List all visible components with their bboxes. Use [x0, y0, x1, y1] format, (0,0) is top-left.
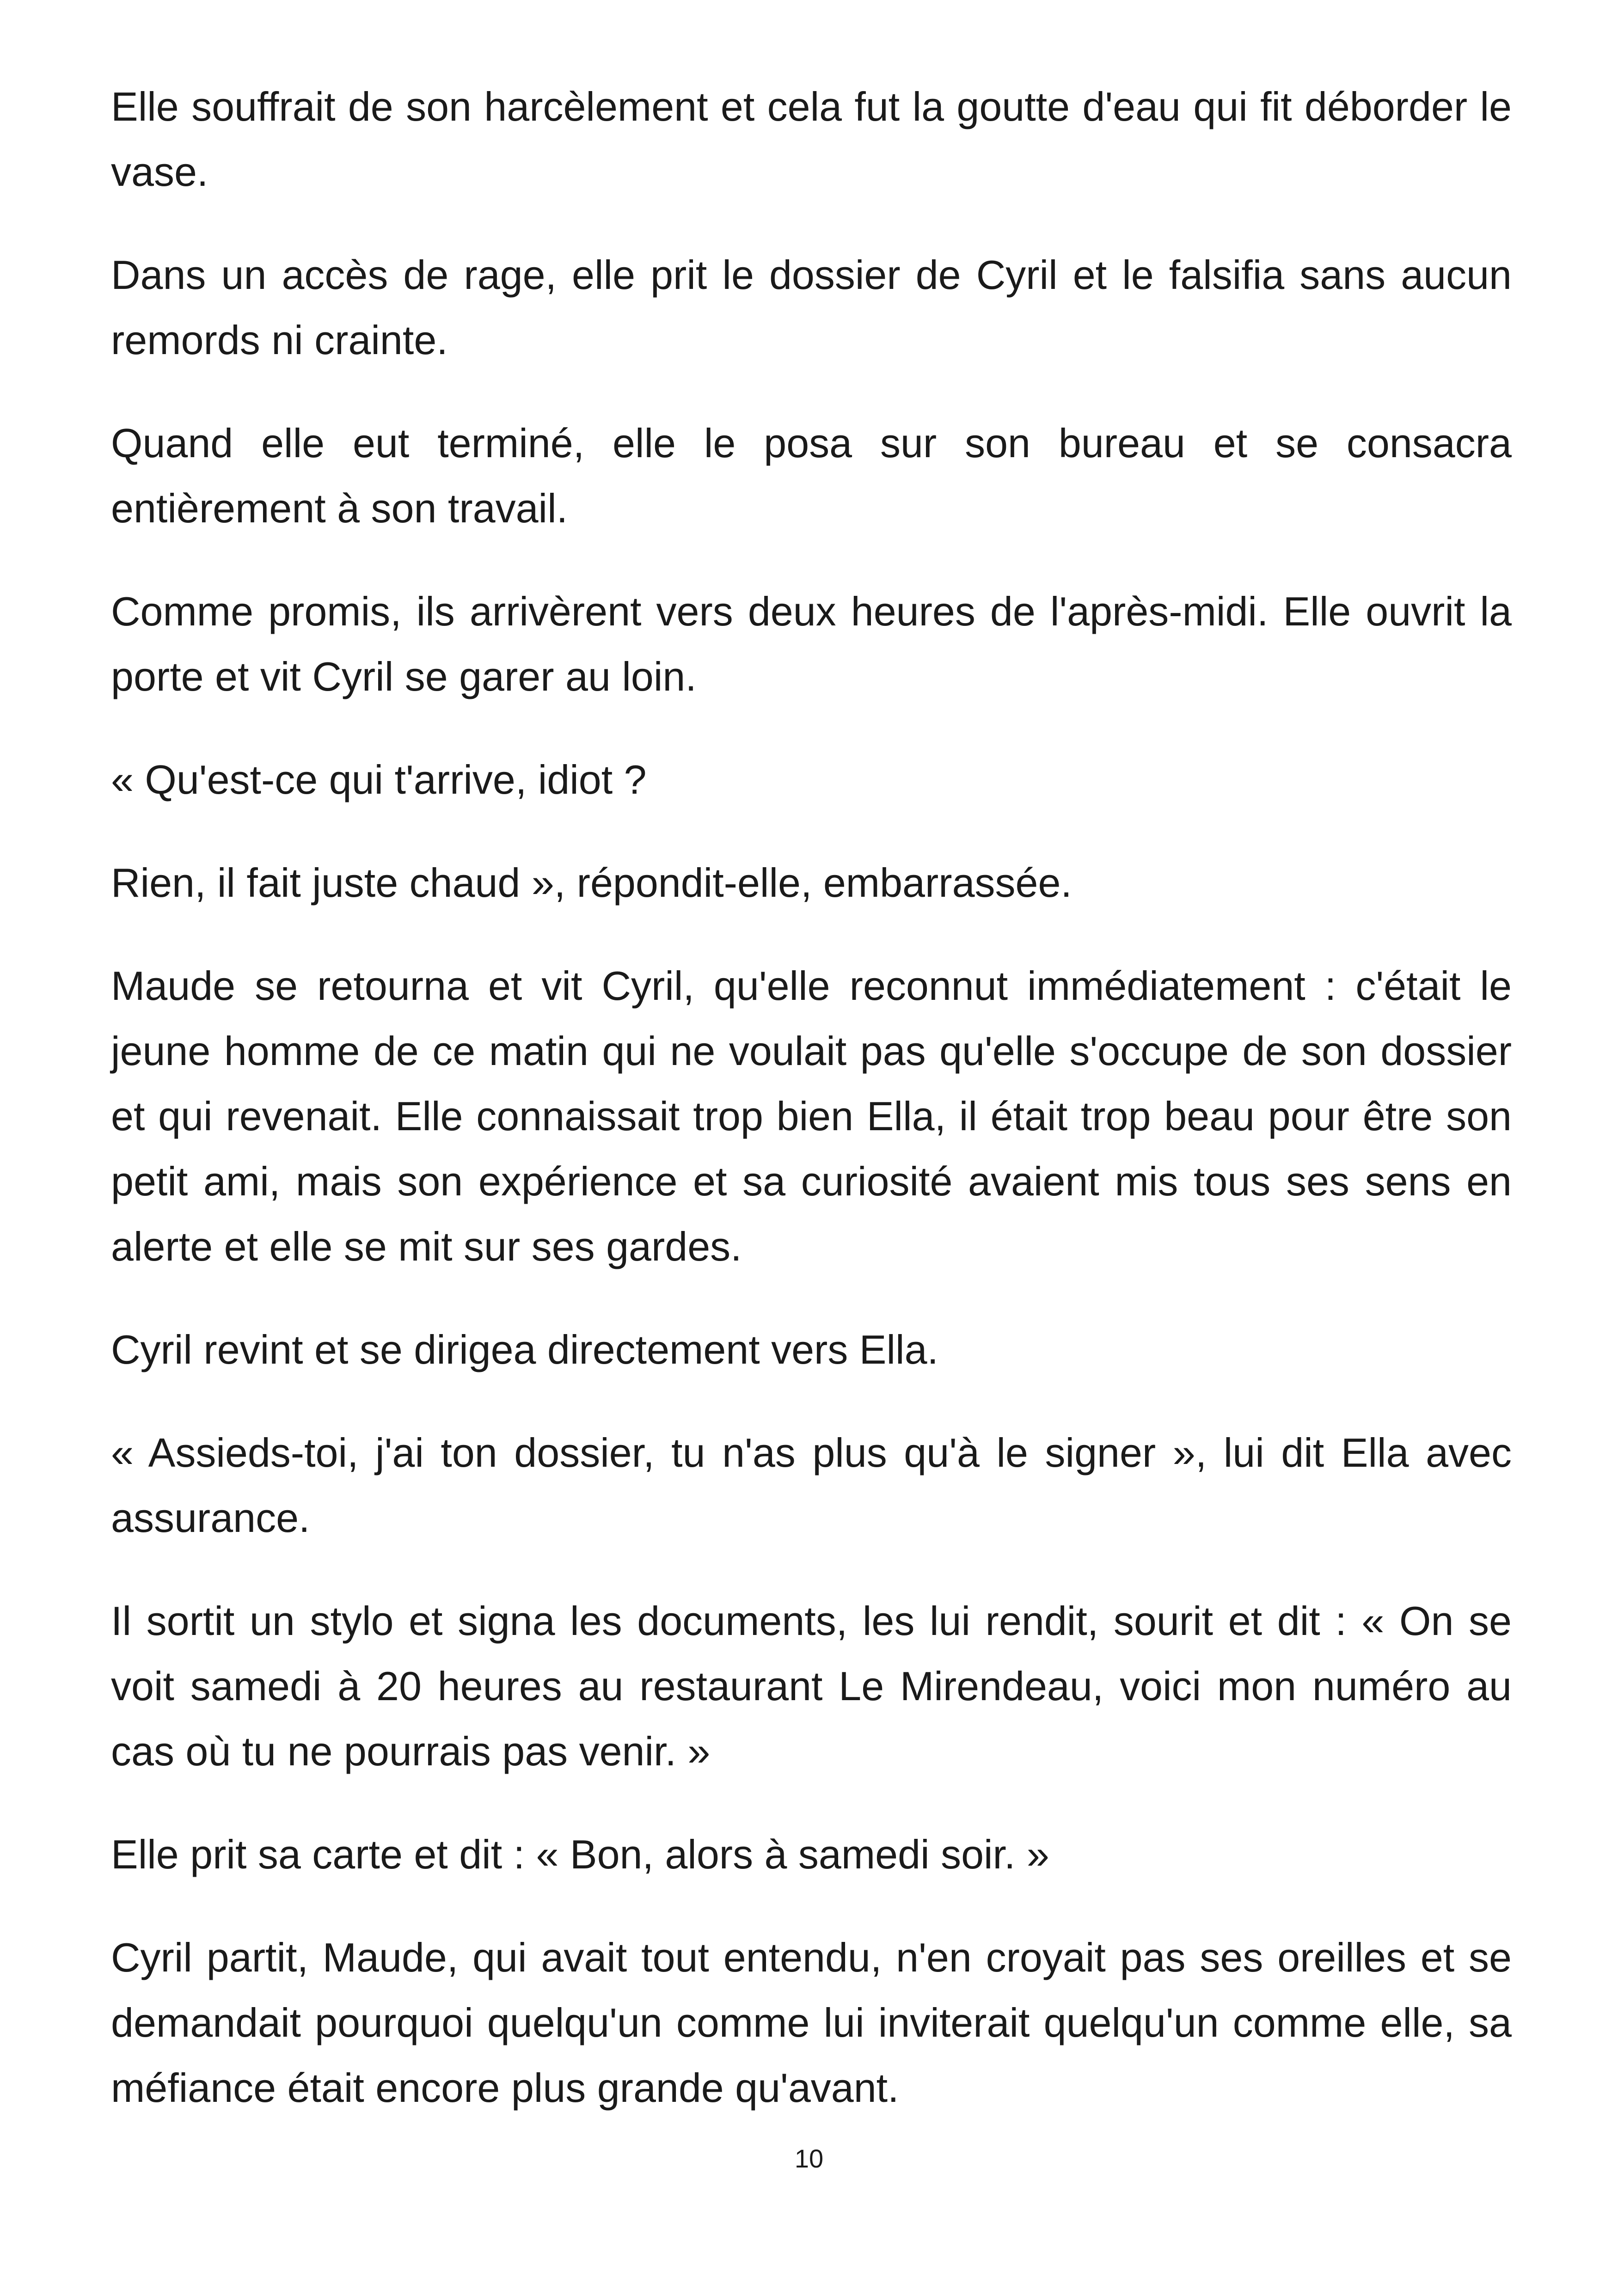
paragraph: Il sortit un stylo et signa les documents, les lui rendit, sourit et dit : « On se voit samedi à 20 heures au restaurant Le Mirendeau, voici mon numéro au cas où tu ne pourrais pas venir. » — [111, 1598, 1512, 1774]
paragraph: « Qu'est-ce qui t'arrive, idiot ? — [111, 757, 647, 802]
paragraph: Quand elle eut terminé, elle le posa sur son bureau et se consacra entièrement à son travail. — [111, 420, 1512, 531]
paragraph: Elle prit sa carte et dit : « Bon, alors à samedi soir. » — [111, 1831, 1049, 1877]
paragraph: Comme promis, ils arrivèrent vers deux heures de l'après-midi. Elle ouvrit la porte et vit Cyril se garer au loin. — [111, 588, 1512, 699]
paragraph: « Assieds-toi, j'ai ton dossier, tu n'as plus qu'à le signer », lui dit Ella avec assurance. — [111, 1430, 1512, 1541]
paragraph: Dans un accès de rage, elle prit le dossier de Cyril et le falsifia sans aucun remords ni crainte. — [111, 252, 1512, 363]
page-body — [111, 74, 1512, 2158]
paragraph: Rien, il fait juste chaud », répondit-elle, embarrassée. — [111, 860, 1072, 906]
paragraph: Cyril revint et se dirigea directement vers Ella. — [111, 1327, 938, 1372]
paragraph: Elle souffrait de son harcèlement et cela fut la goutte d'eau qui fit déborder le vase. — [111, 84, 1512, 195]
paragraph: Cyril partit, Maude, qui avait tout entendu, n'en croyait pas ses oreilles et se demandait pourquoi quelqu'un comme lui inviterait quelqu'un comme elle, sa méfiance était encore plus grande qu'avant. — [111, 1935, 1512, 2111]
page-number: 10 — [794, 2144, 824, 2173]
paragraph: Maude se retourna et vit Cyril, qu'elle reconnut immédiatement : c'était le jeune homme de ce matin qui ne voulait pas qu'elle s'occupe de son dossier et qui revenait. Elle connaissait trop bien Ella, il était trop beau pour être son petit ami, mais son expérience et sa curiosité avaient mis tous ses sens en alerte et elle se mit sur ses gardes. — [111, 963, 1512, 1269]
